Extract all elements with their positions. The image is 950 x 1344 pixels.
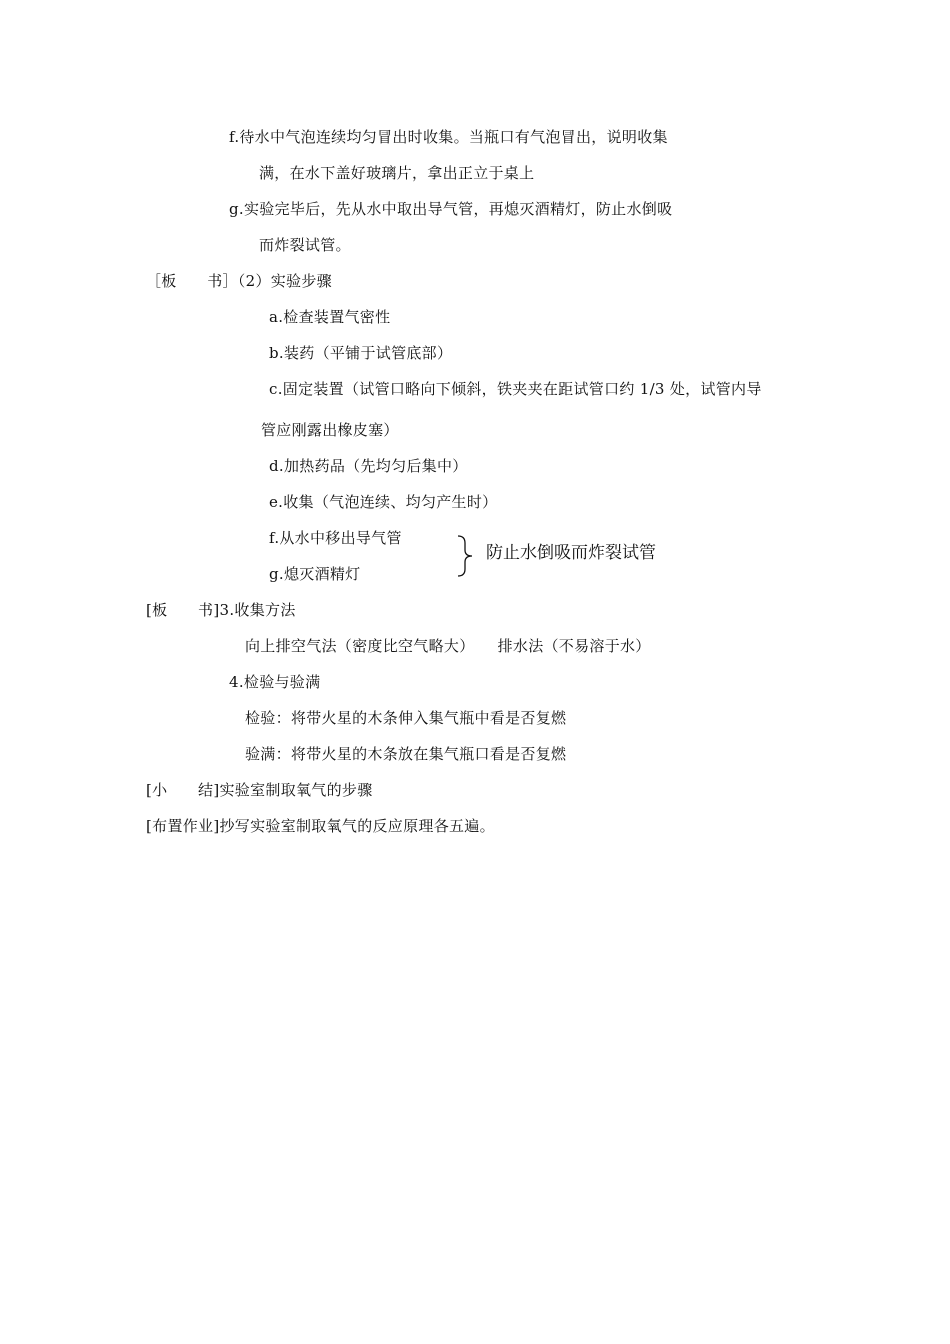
board-heading-steps: ［板 书］（2）实验步骤 bbox=[146, 272, 332, 290]
step-g-finish-line2: 而炸裂试管。 bbox=[259, 236, 351, 254]
test-heading: 4.检验与验满 bbox=[229, 673, 321, 691]
step-d: d.加热药品（先均匀后集中） bbox=[269, 457, 468, 475]
homework-line: [布置作业]抄写实验室制取氧气的反应原理各五遍。 bbox=[146, 817, 495, 835]
step-a: a.检查装置气密性 bbox=[269, 308, 391, 326]
step-f-collect-line2: 满，在水下盖好玻璃片，拿出正立于桌上 bbox=[259, 164, 535, 182]
curly-brace-icon bbox=[456, 535, 474, 577]
step-f: f.从水中移出导气管 bbox=[269, 529, 402, 547]
step-g: g.熄灭酒精灯 bbox=[269, 565, 361, 583]
step-b: b.装药（平铺于试管底部） bbox=[269, 344, 453, 362]
board-heading-collection: [板 书]3.收集方法 bbox=[146, 601, 296, 619]
summary-line: [小 结]实验室制取氧气的步骤 bbox=[146, 781, 373, 799]
step-g-finish-line1: g.实验完毕后，先从水中取出导气管，再熄灭酒精灯，防止水倒吸 bbox=[229, 200, 673, 218]
step-c-line2: 管应刚露出橡皮塞） bbox=[261, 421, 399, 439]
test-line: 检验：将带火星的木条伸入集气瓶中看是否复燃 bbox=[245, 709, 567, 727]
collection-methods: 向上排空气法（密度比空气略大） 排水法（不易溶于水） bbox=[245, 637, 651, 655]
step-c-line1: c.固定装置（试管口略向下倾斜，铁夹夹在距试管口约 1/3 处，试管内导 bbox=[269, 380, 762, 398]
step-e: e.收集（气泡连续、均匀产生时） bbox=[269, 493, 498, 511]
brace-note: 防止水倒吸而炸裂试管 bbox=[486, 543, 656, 563]
step-f-collect-line1: f.待水中气泡连续均匀冒出时收集。当瓶口有气泡冒出，说明收集 bbox=[229, 128, 668, 146]
full-check-line: 验满：将带火星的木条放在集气瓶口看是否复燃 bbox=[245, 745, 567, 763]
